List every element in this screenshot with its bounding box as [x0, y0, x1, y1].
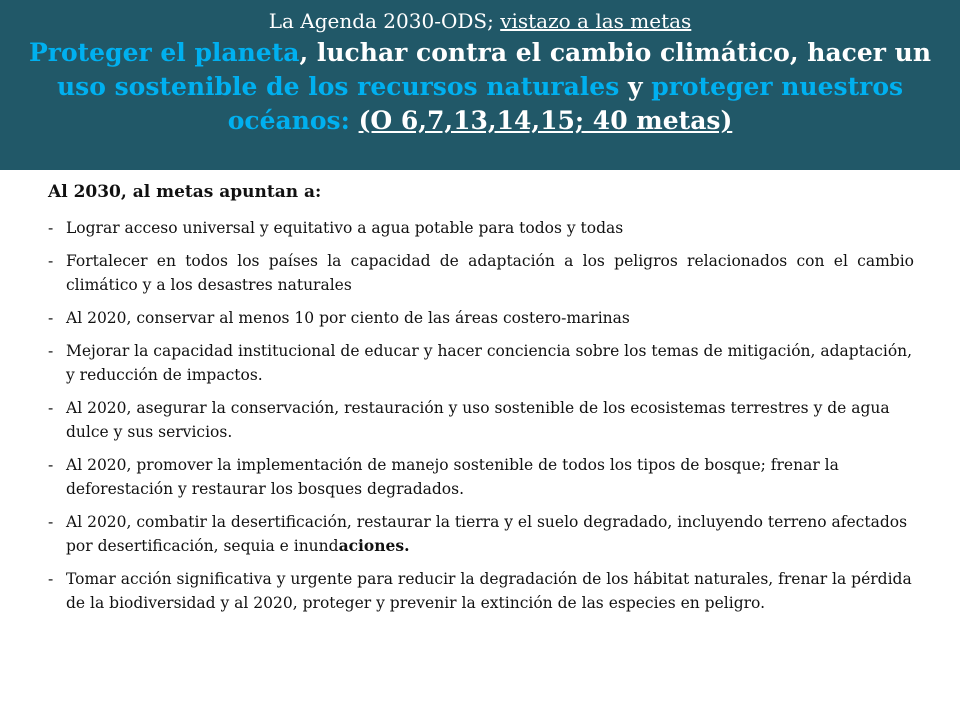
page-title	[20, 36, 940, 138]
header-banner	[0, 0, 960, 170]
list-item-text: Al 2020, combatir la desertificación, restaurar la tierra y el suelo degradado, incluyendo terreno afectados por desertificación, sequia e inund	[66, 513, 908, 555]
dash-marker: -	[48, 399, 54, 417]
list-item	[48, 216, 914, 240]
content-body	[48, 180, 914, 624]
list-item	[48, 453, 914, 501]
dash-marker: -	[48, 513, 54, 531]
list-item	[48, 567, 914, 615]
title-part-7: (O 6,7,13,14,15; 40 metas)	[358, 106, 733, 135]
title-part-3: uso sostenible de los recursos naturales	[56, 72, 620, 101]
subtitle	[0, 8, 960, 34]
dash-marker: -	[48, 342, 54, 360]
dash-marker: -	[48, 252, 54, 270]
title-part-5: proteger nuestros océanos:	[227, 72, 904, 135]
list-item-text: Al 2020, promover la implementación de manejo sostenible de todos los tipos de bosque; frenar la deforestación y restaurar los bosques degradados.	[66, 456, 839, 498]
list-item-bold-tail: aciones.	[338, 536, 410, 555]
list-item	[48, 510, 914, 558]
list-item	[48, 339, 914, 387]
dash-marker: -	[48, 570, 54, 588]
dash-marker: -	[48, 456, 54, 474]
list-item	[48, 306, 914, 330]
list-item-text: Al 2020, asegurar la conservación, restauración y uso sostenible de los ecosistemas terrestres y de agua dulce y sus servicios.	[66, 399, 890, 441]
dash-marker: -	[48, 309, 54, 327]
subtitle-plain: La Agenda 2030-ODS;	[268, 9, 501, 33]
list-item-text: Lograr acceso universal y equitativo a agua potable para todos y todas	[66, 219, 624, 237]
title-part-1: Proteger el planeta	[28, 38, 300, 67]
subtitle-underlined: vistazo a las metas	[500, 9, 692, 33]
title-part-2: , luchar contra el cambio climático, hacer un	[299, 38, 931, 67]
title-part-6	[350, 106, 359, 135]
dash-marker: -	[48, 219, 54, 237]
goals-list	[48, 216, 914, 615]
list-item-text: Tomar acción significativa y urgente para reducir la degradación de los hábitat naturales, frenar la pérdida de la biodiversidad y al 2020, proteger y prevenir la extinción de las especies en peligro.	[66, 570, 912, 612]
list-item-text: Al 2020, conservar al menos 10 por ciento de las áreas costero-marinas	[66, 309, 630, 327]
list-item	[48, 249, 914, 297]
title-part-4: y	[619, 72, 652, 101]
list-item	[48, 396, 914, 444]
list-item-text: Fortalecer en todos los países la capacidad de adaptación a los peligros relacionados con el cambio climático y a los desastres naturales	[66, 252, 914, 294]
lead-text: Al 2030, al metas apuntan a:	[48, 182, 322, 202]
list-item-text: Mejorar la capacidad institucional de educar y hacer conciencia sobre los temas de mitigación, adaptación, y reducción de impactos.	[66, 342, 913, 384]
